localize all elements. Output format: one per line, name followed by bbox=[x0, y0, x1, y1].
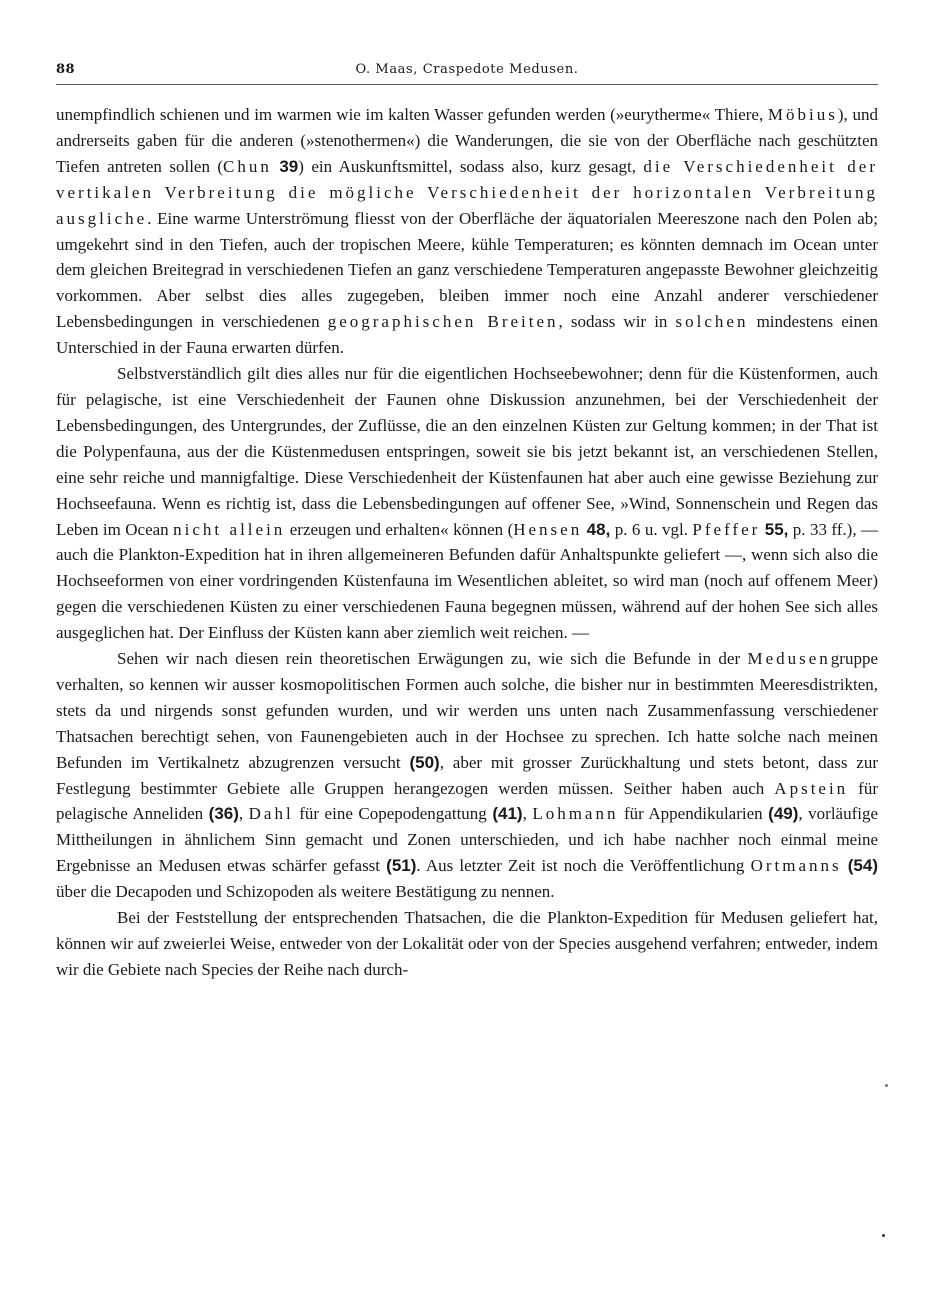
text-run: Selbstverständlich gilt dies alles nur für die eigentlichen Hochseebewohner; denn für die Küstenformen, auch für pelagische, ist eine Verschiedenheit der Faunen ohne Diskussion anzunehmen, bei der Verschiedenheit der Lebensbedingungen, des Untergrundes, der Zuflüsse, die an den einzelnen Küsten zur Geltung kommen; in der That ist die Polypenfauna, aus der die Küstenmedusen entspringen, soweit sie bis jetzt bekannt ist, an verschiedenen Stellen, eine sehr reiche und mannigfaltige. Diese Verschiedenheit der Küstenfaunen hat aber auch eine gewisse Beziehung zur Hochseefauna. Wenn es richtig ist, dass die Lebensbedingungen auf offener See, »Wind, Sonnenschein und Regen das Leben im Ocean bbox=[56, 364, 878, 539]
text-run: unempfindlich schienen und im warmen wie im kalten Wasser gefunden werden (»eurytherme« Thiere, bbox=[56, 105, 768, 124]
author-name: Chun bbox=[223, 156, 272, 176]
text-run: , sodass wir in bbox=[558, 312, 676, 332]
reference-number: (50) bbox=[409, 752, 440, 772]
body-text bbox=[56, 102, 878, 983]
paragraph-2 bbox=[56, 361, 878, 646]
text-run: erzeugen und erhalten« können ( bbox=[285, 519, 514, 539]
author-name: Hensen bbox=[513, 519, 583, 539]
text-run: p. 33 ff.), — auch die Plankton-Expedition hat in ihren allgemeineren Befunden dafür Anhaltspunkte geliefert —, wenn sich also die Hochseeformen von einer vordringenden Küstenfauna im Wesentlichen ableitet, so wird man (noch auf offenem Meer) gegen die verschiedenen Küsten zu einer verschiedenen Fauna begegnen müssen, während auf der hohen See sich alles ausgeglichen hat. Der Einfluss der Küsten kann aber ziemlich weit reichen. — bbox=[56, 519, 879, 643]
reference-number: (49) bbox=[768, 804, 799, 824]
text-run: p. 6 u. vgl. bbox=[610, 519, 693, 539]
emphasized-word: Medusen bbox=[747, 649, 831, 669]
text-run: Bei der Feststellung der entsprechenden Thatsachen, die die Plankton-Expedition für Medusen geliefert hat, können wir auf zweierlei Weise, entweder von der Lokalität oder von der Species ausgehend verfahren; entweder, indem wir die Gebiete nach Species der Reihe nach durch- bbox=[56, 908, 878, 979]
text-run: ) ein Auskunftsmittel, sodass also, kurz gesagt, bbox=[298, 156, 644, 176]
paragraph-4 bbox=[56, 905, 878, 983]
author-name: Pfeffer bbox=[692, 519, 761, 539]
emphasized-word: solchen bbox=[675, 312, 749, 332]
reference-number: 48, bbox=[586, 519, 611, 539]
header-rule bbox=[56, 84, 878, 85]
emphasized-phrase: die Verschiedenheit der vertikalen Verbreitung die mögliche Verschiedenheit der horizontalen Verbreitung ausgliche bbox=[56, 156, 879, 228]
reference-number: (36) bbox=[208, 804, 239, 824]
reference-number: 39 bbox=[279, 156, 299, 176]
emphasized-phrase: nicht allein bbox=[173, 519, 286, 539]
margin-speck bbox=[885, 1084, 888, 1087]
text-run: , vorläufige Mittheilungen in ähnlichem Sinn gemacht und Zonen unterschieden, und ich habe nachher noch einmal meine Ergebnisse an Medusen etwas schärfer gefasst bbox=[56, 804, 879, 876]
text-run: ), und andrerseits gaben für die anderen (»stenothermen«) die Wanderungen, die sie von der Oberfläche nach geschützten Tiefen antreten sollen ( bbox=[56, 105, 878, 176]
text-run: für Appendikularien bbox=[618, 804, 769, 824]
page-number: 88 bbox=[56, 62, 76, 77]
text-run: mindestens einen Unterschied in der Fauna erwarten dürfen. bbox=[56, 312, 879, 358]
author-name: Lohmann bbox=[532, 804, 619, 824]
author-name: Apstein bbox=[774, 778, 849, 798]
author-name: Dahl bbox=[248, 804, 294, 824]
reference-number: (51) bbox=[386, 856, 417, 876]
reference-number: 55, bbox=[764, 519, 789, 539]
emphasized-phrase: geographischen Breiten bbox=[327, 312, 559, 332]
reference-number: (41) bbox=[492, 804, 523, 824]
paragraph-1 bbox=[56, 102, 878, 361]
text-run: gruppe verhalten, so kennen wir ausser kosmopolitischen Formen auch solche, die bisher nur in bestimmten Meeresdistrikten, stets da und nirgends sonst gefunden wurden, und wir werden uns unten nach Zusammenfassung verschiedener Thatsachen berechtigt sehen, von Faunengebieten auch in der Hochsee zu sprechen. Ich hatte solche nach meinen Befunden im Vertikalnetz abzugrenzen versucht bbox=[56, 649, 878, 772]
text-run: . Eine warme Unterströmung fliesst von der Oberfläche der äquatorialen Meereszone nach den Polen ab; umgekehrt sind in den Tiefen, auch der tropischen Meere, kühle Temperaturen; es könnten demnach im Ocean unter dem gleichen Breitegrad in verschiedenen Tiefen an ganz verschiedene Temperaturen angepasste Bewohner gleichzeitig vorkommen. Aber selbst dies alles zugegeben, bleiben immer noch eine Anzahl anderer verschiedener Lebensbedingungen in verschiedenen bbox=[56, 208, 878, 332]
page-header bbox=[56, 60, 878, 82]
text-run: für eine Copepodengattung bbox=[293, 804, 493, 824]
reference-number: (54) bbox=[847, 856, 878, 876]
paragraph-3 bbox=[56, 646, 878, 905]
text-run: . Aus letzter Zeit ist noch die Veröffentlichung bbox=[416, 856, 751, 876]
text-run: , bbox=[238, 804, 249, 824]
author-name: Möbius bbox=[767, 105, 838, 124]
text-run: für pelagische Anneliden bbox=[56, 778, 878, 824]
running-head: O. Maas, Craspedote Medusen. bbox=[355, 62, 579, 77]
text-run: , aber mit grosser Zurückhaltung und stets betont, dass zur Festlegung bestimmter Gebiete alle Gruppen herangezogen werden müssen. Seither haben auch bbox=[56, 752, 878, 798]
author-name: Ortmanns bbox=[750, 856, 842, 876]
text-run: , bbox=[522, 804, 533, 824]
text-run: über die Decapoden und Schizopoden als weitere Bestätigung zu nennen. bbox=[56, 882, 555, 902]
margin-speck bbox=[882, 1234, 885, 1237]
text-run: Sehen wir nach diesen rein theoretischen Erwägungen zu, wie sich die Befunde in der bbox=[117, 649, 748, 669]
